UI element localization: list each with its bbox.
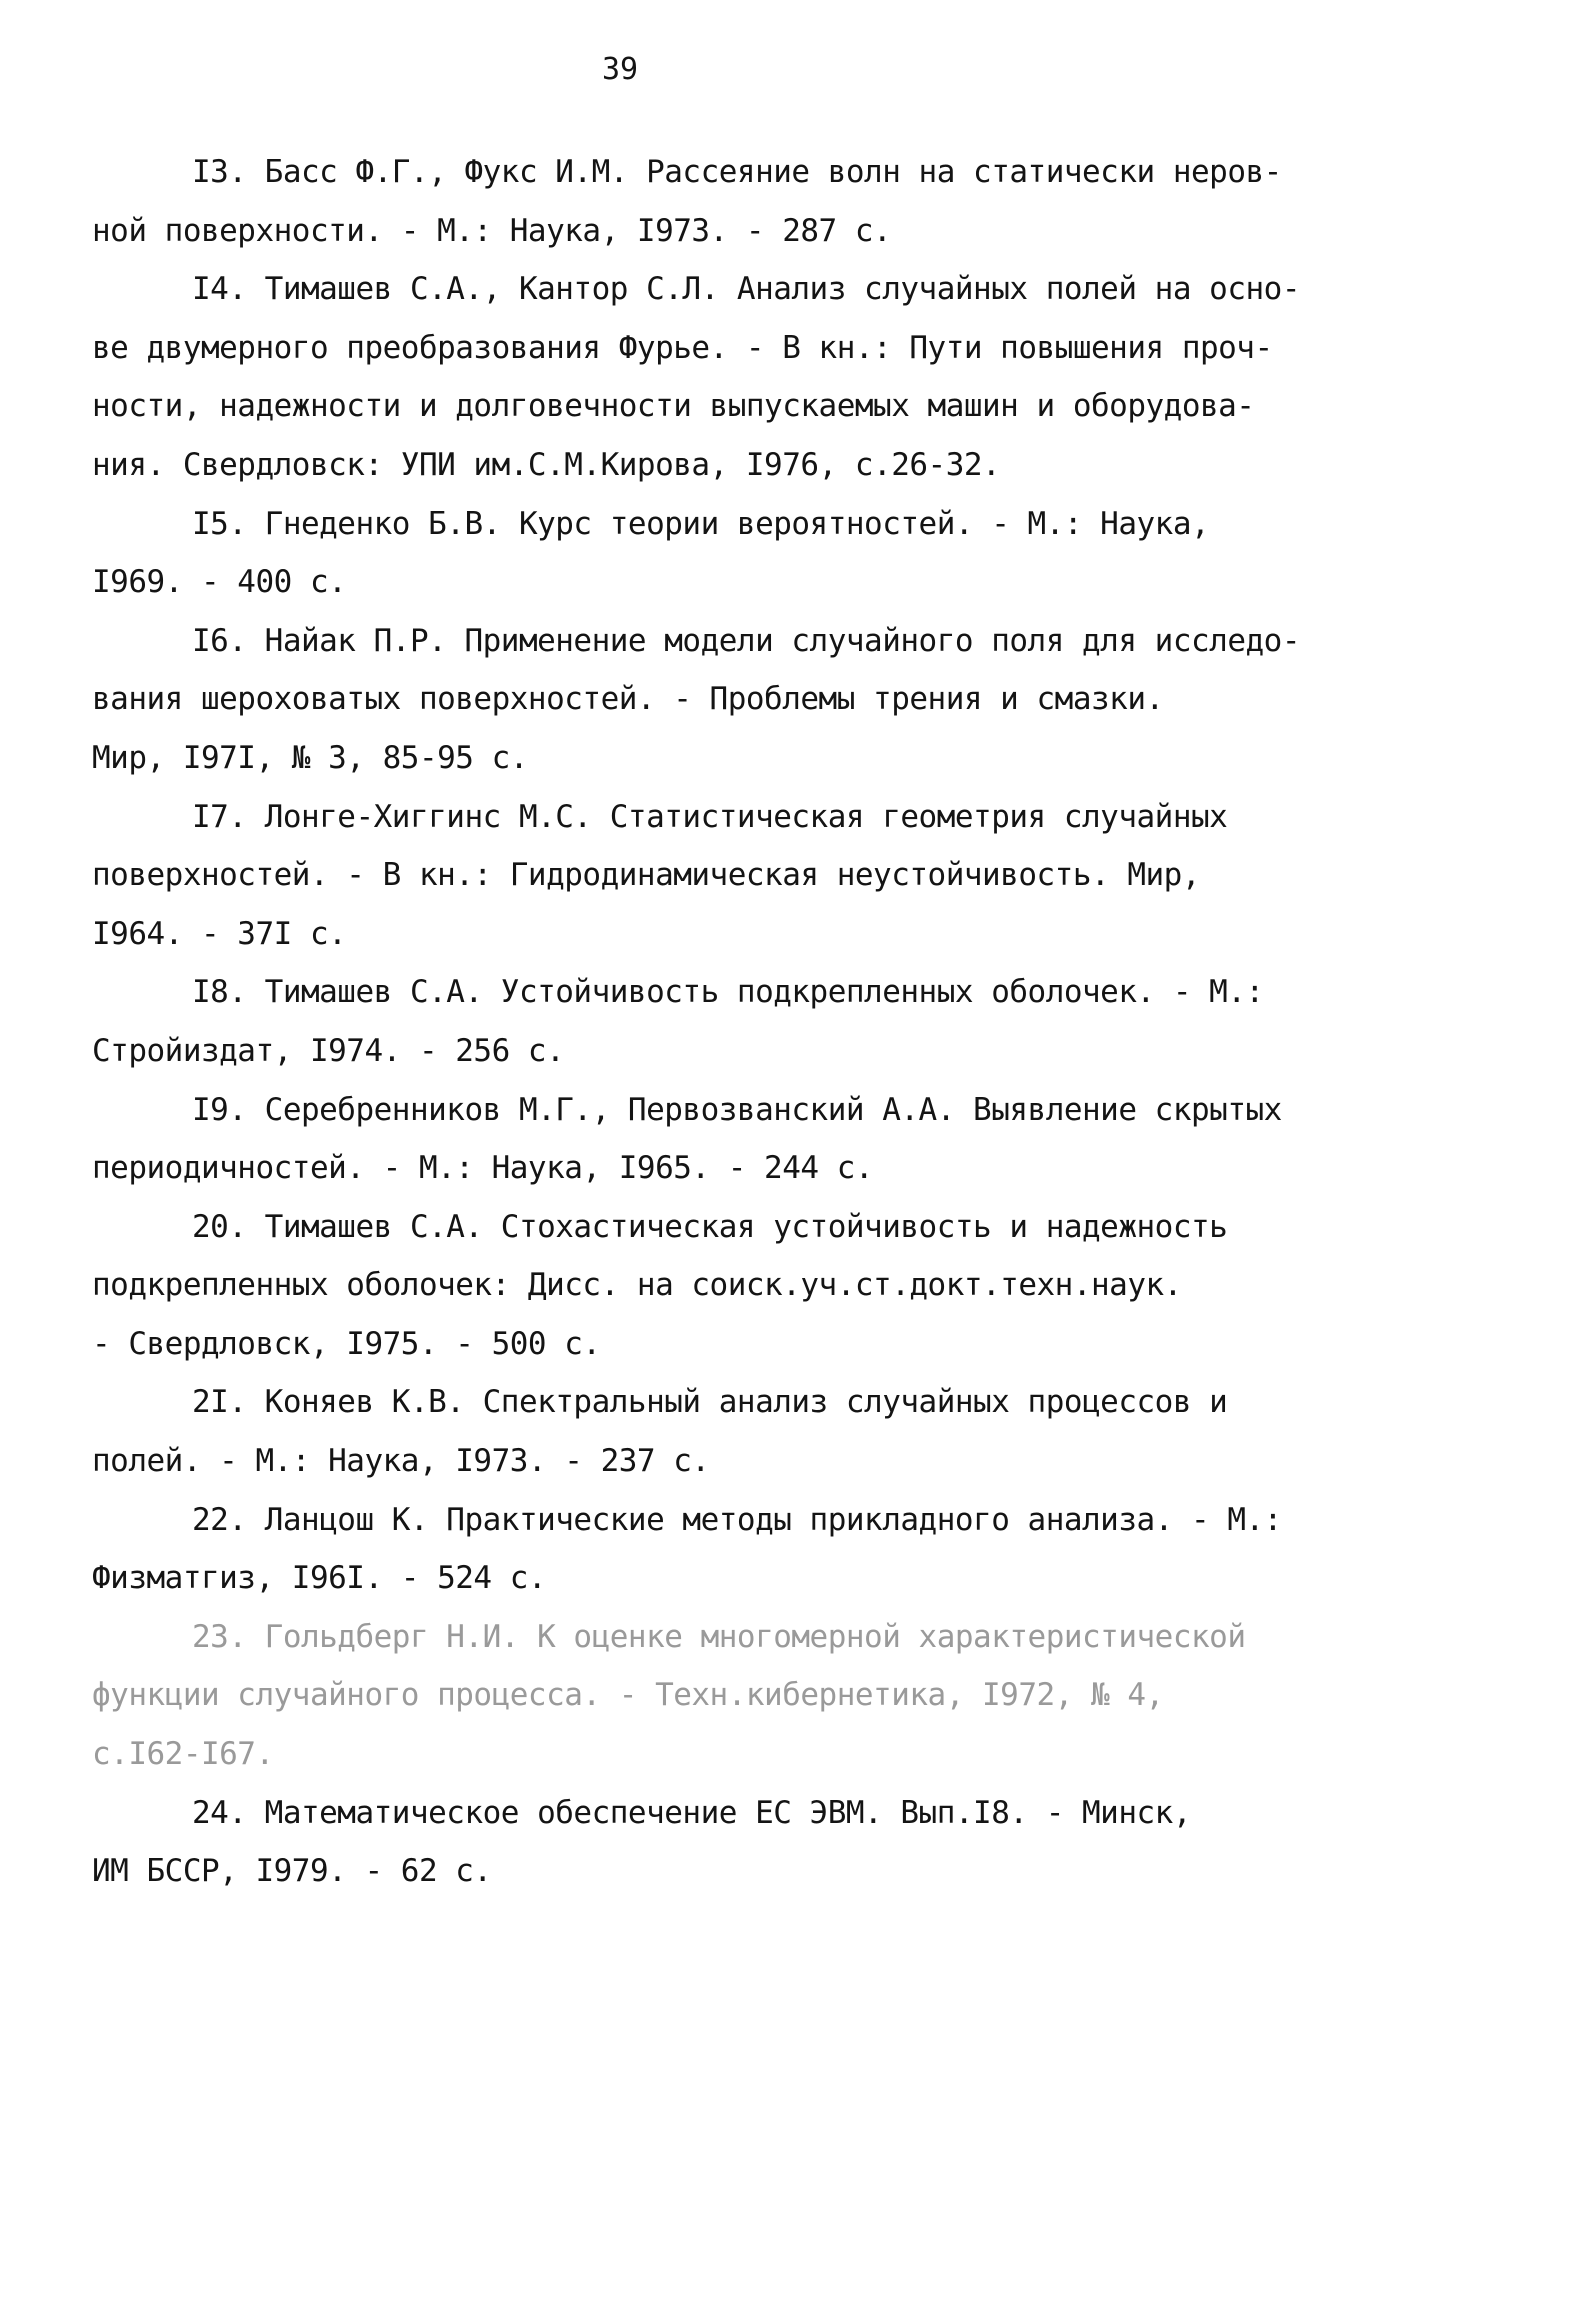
page-number: 39 — [601, 52, 639, 87]
reference-line: с.I62-I67. — [92, 1736, 274, 1773]
reference-line: 23. Гольдберг Н.И. К оценке многомерной характеристической — [192, 1618, 1246, 1655]
reference-line: ния. Свердловск: УПИ им.С.М.Кирова, I976, с.26-32. — [92, 446, 1001, 483]
reference-line: I7. Лонге-Хиггинс М.С. Статистическая геометрия случайных — [192, 798, 1228, 835]
reference-item — [92, 963, 1332, 1080]
reference-line: 2I. Коняев К.В. Спектральный анализ случайных процессов и — [192, 1384, 1228, 1421]
reference-line: ности, надежности и долговечности выпускаемых машин и оборудова- — [92, 388, 1255, 425]
reference-item — [92, 788, 1332, 964]
reference-line: I9. Серебренников М.Г., Первозванский А.А. Выявление скрытых — [192, 1091, 1282, 1128]
reference-item — [92, 612, 1332, 788]
reference-line: 20. Тимашев С.А. Стохастическая устойчивость и надежность — [192, 1208, 1228, 1245]
reference-line: I3. Басс Ф.Г., Фукс И.М. Рассеяние волн на статически неров- — [192, 154, 1282, 190]
reference-item — [92, 143, 1332, 260]
reference-line: I5. Гнеденко Б.В. Курс теории вероятностей. - М.: Наука, — [192, 505, 1210, 542]
reference-item — [92, 1608, 1332, 1784]
reference-line: 24. Математическое обеспечение ЕС ЭВМ. Вып.I8. - Минск, — [192, 1794, 1191, 1831]
reference-line: ИМ БССР, I979. - 62 с. — [92, 1853, 492, 1890]
reference-line: подкрепленных оболочек: Дисс. на соиск.уч.ст.докт.техн.наук. — [92, 1267, 1182, 1304]
reference-line: Стройиздат, I974. - 256 с. — [92, 1032, 565, 1069]
reference-item — [92, 495, 1332, 612]
reference-line: I8. Тимашев С.А. Устойчивость подкрепленных оболочек. - М.: — [192, 974, 1264, 1011]
reference-line: I969. - 400 с. — [92, 564, 347, 601]
reference-line: периодичностей. - М.: Наука, I965. - 244 с. — [92, 1150, 874, 1187]
reference-line: I4. Тимашев С.А., Кантор С.Л. Анализ случайных полей на осно- — [192, 271, 1300, 308]
reference-item — [92, 1491, 1332, 1608]
reference-item — [92, 1784, 1332, 1901]
reference-line: функции случайного процесса. - Техн.кибернетика, I972, № 4, — [92, 1677, 1164, 1714]
reference-line: - Свердловск, I975. - 500 с. — [92, 1325, 601, 1362]
reference-line: 22. Ланцош К. Практические методы прикладного анализа. - М.: — [192, 1501, 1282, 1538]
reference-line: I964. - 37I с. — [92, 915, 347, 952]
reference-line: Мир, I97I, № 3, 85-95 с. — [92, 739, 528, 776]
reference-item — [92, 260, 1332, 494]
reference-item — [92, 1198, 1332, 1374]
reference-line: ной поверхности. - М.: Наука, I973. - 287 с. — [92, 212, 892, 249]
reference-line: поверхностей. - В кн.: Гидродинамическая неустойчивость. Мир, — [92, 857, 1200, 894]
reference-item — [92, 1081, 1332, 1198]
reference-line: ве двумерного преобразования Фурье. - В кн.: Пути повышения проч- — [92, 329, 1273, 366]
reference-line: I6. Найак П.Р. Применение модели случайного поля для исследо- — [192, 622, 1300, 659]
reference-line: вания шероховатых поверхностей. - Проблемы трения и смазки. — [92, 681, 1164, 718]
reference-list — [92, 143, 1332, 1901]
reference-item — [92, 1373, 1332, 1490]
reference-line: полей. - М.: Наука, I973. - 237 с. — [92, 1443, 710, 1480]
reference-line: Физматгиз, I96I. - 524 с. — [92, 1560, 547, 1597]
